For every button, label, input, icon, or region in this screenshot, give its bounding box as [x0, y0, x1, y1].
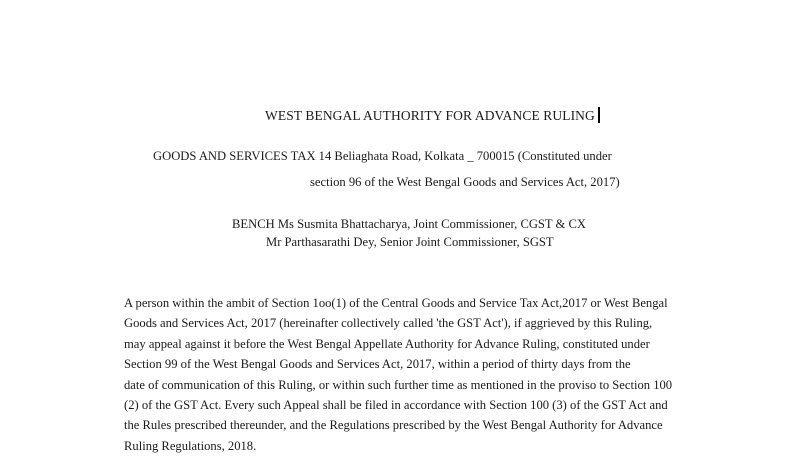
paragraph-line: date of communication of this Ruling, or within such further time as mentioned in the proviso to Section 100	[124, 377, 673, 392]
bench-line-1: BENCH Ms Susmita Bhattacharya, Joint Commissioner, CGST & CX	[232, 217, 586, 231]
paragraph-line: the Rules prescribed thereunder, and the Regulations prescribed by the West Bengal Authority for Advance	[124, 418, 663, 433]
paragraph-line: Ruling Regulations, 2018.	[124, 438, 257, 453]
subtitle-line-2: section 96 of the West Bengal Goods and Services Act, 2017)	[310, 175, 620, 189]
paragraph-line: A person within the ambit of Section 1oo(1) of the Central Goods and Service Tax Act,2017 or West Bengal	[124, 296, 668, 310]
paragraph-line: Section 99 of the West Bengal Goods and Services Act, 2017, within a period of thirty days from the	[124, 357, 631, 372]
bench-line-2: Mr Parthasarathi Dey, Senior Joint Commissioner, SGST	[266, 235, 554, 249]
text-cursor	[598, 107, 600, 123]
appeal-paragraph	[124, 293, 724, 456]
subtitle-line-1: GOODS AND SERVICES TAX 14 Beliaghata Road, Kolkata _ 700015 (Constituted under	[153, 149, 612, 163]
paragraph-line: (2) of the GST Act. Every such Appeal shall be filed in accordance with Section 100 (3) of the GST Act and	[124, 398, 668, 413]
document-title-text: WEST BENGAL AUTHORITY FOR ADVANCE RULING	[265, 108, 595, 123]
paragraph-line: may appeal against it before the West Bengal Appellate Authority for Advance Ruling, constituted under	[124, 336, 650, 351]
paragraph-line: Goods and Services Act, 2017 (hereinafter collectively called 'the GST Act'), if aggrieved by this Ruling,	[124, 316, 653, 331]
document-title	[265, 107, 600, 124]
